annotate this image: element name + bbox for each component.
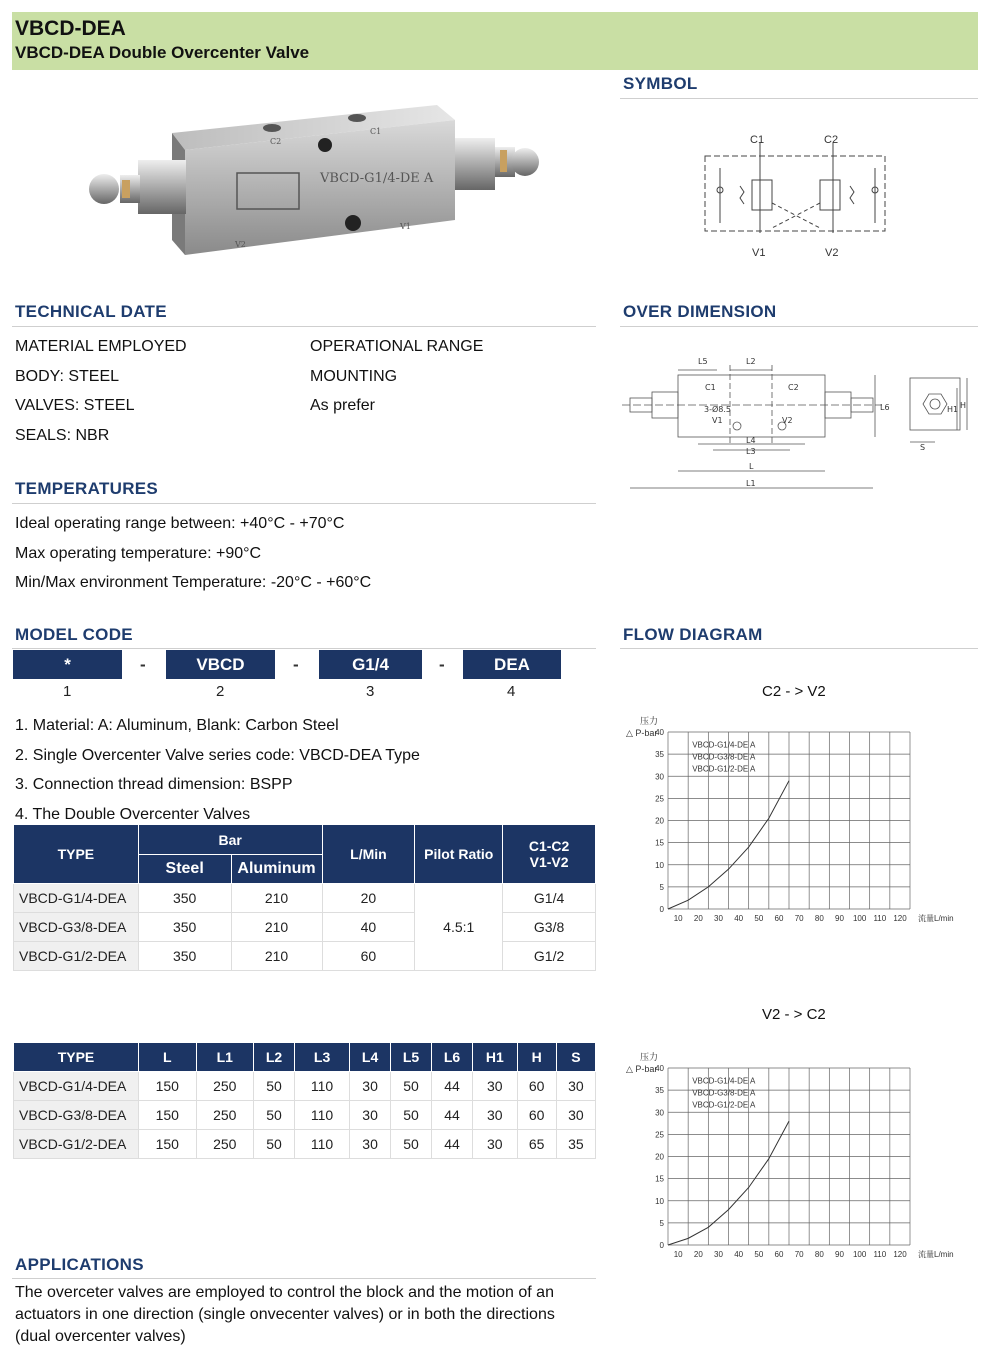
th-c1c2: C1-C2 — [528, 838, 570, 854]
dim-l4: L4 — [746, 436, 756, 445]
symbol-heading: SYMBOL — [623, 74, 698, 93]
dim-cell: 150 — [139, 1130, 197, 1159]
y-tick-label: 0 — [659, 905, 664, 914]
y-label-cn: 压力 — [640, 1052, 659, 1062]
legend-entry: VBCD-G1/2-DE A — [692, 1100, 756, 1110]
legend-entry: VBCD-G1/4-DE A — [692, 1076, 756, 1086]
model-code-notes — [15, 711, 420, 829]
cell-steel: 350 — [138, 913, 231, 942]
x-tick-label: 80 — [814, 1250, 824, 1259]
app-line: The overceter valves are employed to control the block and the motion of an — [15, 1284, 554, 1301]
th-type: TYPE — [14, 825, 139, 884]
divider — [12, 503, 596, 504]
cell-type: VBCD-G3/8-DEA — [14, 913, 139, 942]
dim-v2: V2 — [782, 416, 793, 425]
photo-port-v2: V2 — [235, 240, 246, 249]
tech-item: MOUNTING — [310, 367, 398, 385]
product-photo — [60, 100, 560, 270]
model-code-num-2: 2 — [216, 683, 225, 700]
dim-th: L3 — [295, 1043, 350, 1072]
symbol-v2: V2 — [825, 247, 839, 259]
dim-cell: 30 — [350, 1072, 391, 1101]
y-tick-label: 10 — [655, 860, 664, 870]
table-row — [14, 884, 596, 913]
hydraulic-symbol — [700, 128, 900, 268]
divider — [620, 326, 978, 327]
dim-s: S — [920, 443, 926, 452]
symbol-c2: C2 — [824, 134, 839, 146]
x-tick-label: 60 — [774, 1250, 784, 1259]
dim-cell: 30 — [556, 1101, 595, 1130]
dim-cell: 50 — [254, 1130, 295, 1159]
model-code-heading: MODEL CODE — [15, 625, 133, 644]
cell-type: VBCD-G1/2-DEA — [14, 942, 139, 971]
dim-cell: 30 — [350, 1101, 391, 1130]
table-row — [14, 913, 596, 942]
dim-cell: 30 — [472, 1130, 517, 1159]
temperatures-heading: TEMPERATURES — [15, 479, 159, 498]
dim-h1: H1 — [947, 405, 959, 414]
y-tick-label: 40 — [655, 728, 664, 737]
dim-th: H1 — [472, 1043, 517, 1072]
cell-steel: 350 — [138, 884, 231, 913]
dim-th: H — [517, 1043, 556, 1072]
model-code-dash: - — [140, 655, 146, 674]
temperature-list — [15, 509, 371, 598]
dim-l: L — [749, 462, 754, 471]
model-code-dash: - — [293, 655, 299, 674]
x-tick-label: 100 — [852, 1250, 867, 1259]
x-tick-label: 90 — [835, 1250, 844, 1259]
legend-entry: VBCD-G3/8-DE A — [692, 752, 756, 762]
page-subtitle: VBCD-DEA Double Overcenter Valve — [15, 43, 310, 62]
x-tick-label: 120 — [893, 914, 907, 923]
applications-text — [15, 1282, 555, 1348]
divider — [620, 648, 978, 649]
dim-cell: 250 — [196, 1130, 254, 1159]
over-dimension-heading: OVER DIMENSION — [623, 302, 777, 321]
y-tick-label: 35 — [655, 750, 664, 760]
cell-aluminum: 210 — [231, 942, 322, 971]
photo-port-v1: V1 — [400, 222, 411, 231]
technical-right-list — [310, 332, 483, 421]
tech-item: VALVES: STEEL — [15, 397, 135, 414]
cell-lmin: 60 — [322, 942, 415, 971]
title-banner — [12, 12, 978, 70]
dim-cell: 50 — [254, 1101, 295, 1130]
dim-cell: 60 — [517, 1101, 556, 1130]
dimension-table-header — [14, 1043, 596, 1072]
dim-cell: 250 — [196, 1101, 254, 1130]
divider — [12, 326, 596, 327]
tech-item: BODY: STEEL — [15, 367, 120, 385]
page-title: VBCD-DEA — [15, 17, 126, 40]
th-v1v2: V1-V2 — [529, 854, 569, 870]
divider — [12, 648, 596, 649]
dim-cell: 44 — [432, 1072, 473, 1101]
dim-th: S — [556, 1043, 595, 1072]
dim-l5: L5 — [698, 357, 708, 366]
y-tick-label: 5 — [659, 1218, 664, 1228]
model-code-box-1: * — [13, 650, 122, 679]
table-row — [14, 1130, 596, 1159]
cell-aluminum: 210 — [231, 884, 322, 913]
x-tick-label: 20 — [693, 914, 703, 923]
dim-cell: 65 — [517, 1130, 556, 1159]
model-note: 3. Connection thread dimension: BSPP — [15, 776, 293, 793]
cell-aluminum: 210 — [231, 913, 322, 942]
y-tick-label: 5 — [659, 882, 664, 892]
dimension-table — [13, 1042, 596, 1159]
x-tick-label: 30 — [714, 914, 723, 923]
th-lmin: L/Min — [322, 825, 415, 884]
dim-cell: 50 — [254, 1072, 295, 1101]
flow-chart-c2-v2 — [620, 712, 980, 928]
dim-c2: C2 — [788, 383, 799, 392]
flow-chart-v2-c2 — [620, 1048, 980, 1264]
cell-steel: 350 — [138, 942, 231, 971]
x-axis-label: 流量L/min — [918, 914, 954, 923]
dim-cell: 50 — [391, 1072, 432, 1101]
dim-cell: 44 — [432, 1101, 473, 1130]
dim-cell: 110 — [295, 1072, 350, 1101]
y-tick-label: 15 — [655, 838, 664, 848]
model-code-num-4: 4 — [507, 683, 516, 700]
technical-heading: TECHNICAL DATE — [15, 302, 167, 321]
cell-lmin: 20 — [322, 884, 415, 913]
x-tick-label: 80 — [814, 914, 824, 923]
table-row — [14, 1101, 596, 1130]
legend-entry: VBCD-G3/8-DE A — [692, 1088, 756, 1098]
dim-l2: L2 — [746, 357, 756, 366]
x-tick-label: 90 — [835, 914, 844, 923]
cell-pilot-ratio: 4.5:1 — [415, 884, 503, 971]
x-tick-label: 10 — [673, 914, 683, 923]
y-label: △ P-bar — [626, 1064, 658, 1074]
photo-port-c1: C1 — [370, 127, 382, 136]
dim-cell: 30 — [350, 1130, 391, 1159]
dim-cell: VBCD-G1/2-DEA — [14, 1130, 139, 1159]
divider — [620, 98, 978, 99]
x-tick-label: 100 — [852, 914, 867, 923]
dim-cell: 30 — [472, 1072, 517, 1101]
pressure-flow-table — [13, 824, 596, 971]
technical-left-list — [15, 332, 187, 450]
dim-cell: 35 — [556, 1130, 595, 1159]
cell-port: G1/2 — [503, 942, 596, 971]
dim-th: TYPE — [14, 1043, 139, 1072]
x-tick-label: 60 — [774, 914, 784, 923]
y-tick-label: 20 — [655, 1152, 664, 1162]
y-tick-label: 25 — [655, 794, 664, 804]
tech-item: OPERATIONAL RANGE — [310, 338, 484, 355]
x-tick-label: 110 — [873, 914, 887, 923]
tech-item: SEALS: NBR — [15, 426, 110, 444]
dim-th: L2 — [254, 1043, 295, 1072]
x-tick-label: 20 — [693, 1250, 703, 1259]
model-code-dash: - — [439, 655, 445, 674]
applications-heading: APPLICATIONS — [15, 1255, 144, 1274]
dim-cell: VBCD-G1/4-DEA — [14, 1072, 139, 1101]
dim-c1: C1 — [705, 383, 716, 392]
y-label-cn: 压力 — [640, 716, 659, 726]
x-tick-label: 50 — [754, 1250, 764, 1259]
table-row — [14, 942, 596, 971]
dim-cell: 110 — [295, 1101, 350, 1130]
y-tick-label: 20 — [655, 816, 664, 826]
x-tick-label: 70 — [794, 1250, 804, 1259]
model-note: 1. Material: A: Aluminum, Blank: Carbon Steel — [15, 717, 339, 734]
y-tick-label: 25 — [655, 1130, 664, 1140]
dim-th: L — [139, 1043, 197, 1072]
th-pilot: Pilot Ratio — [415, 825, 503, 884]
y-label: △ P-bar — [626, 728, 658, 738]
divider — [12, 1278, 596, 1279]
app-line: actuators in one direction (single onvecenter valves) or in both the directions — [15, 1306, 555, 1323]
cell-port: G1/4 — [503, 884, 596, 913]
dim-cell: 44 — [432, 1130, 473, 1159]
th-aluminum: Aluminum — [231, 855, 322, 884]
model-code-box-2: VBCD — [166, 650, 275, 679]
x-tick-label: 110 — [873, 1250, 887, 1259]
temp-line: Ideal operating range between: +40°C - +70°C — [15, 515, 345, 532]
legend-entry: VBCD-G1/2-DE A — [692, 764, 756, 774]
y-tick-label: 30 — [655, 1108, 664, 1118]
model-note: 2. Single Overcenter Valve series code: VBCD-DEA Type — [15, 746, 420, 764]
th-bar: Bar — [138, 825, 322, 855]
flow-diagram-heading: FLOW DIAGRAM — [623, 625, 763, 644]
temp-line: Max operating temperature: +90°C — [15, 544, 262, 562]
dim-cell: 150 — [139, 1072, 197, 1101]
y-tick-label: 10 — [655, 1196, 664, 1206]
dim-cell: 50 — [391, 1101, 432, 1130]
symbol-c1: C1 — [750, 134, 765, 146]
x-tick-label: 10 — [673, 1250, 683, 1259]
x-axis-label: 流量L/min — [918, 1250, 954, 1259]
dim-th: L6 — [432, 1043, 473, 1072]
product-model-marking: VBCD-G1/4-DE A — [320, 171, 434, 186]
dim-cell: 60 — [517, 1072, 556, 1101]
dim-l1: L1 — [746, 479, 756, 488]
tech-item: MATERIAL EMPLOYED — [15, 338, 187, 355]
symbol-v1: V1 — [752, 247, 766, 259]
dim-cell: 30 — [472, 1101, 517, 1130]
cell-type: VBCD-G1/4-DEA — [14, 884, 139, 913]
cell-lmin: 40 — [322, 913, 415, 942]
photo-port-c2: C2 — [270, 137, 282, 146]
model-code-box-4: DEA — [463, 650, 561, 679]
y-tick-label: 15 — [655, 1174, 664, 1184]
temp-line: Min/Max environment Temperature: -20°C - +60°C — [15, 574, 372, 591]
x-tick-label: 50 — [754, 914, 764, 923]
th-ports — [503, 825, 596, 884]
model-code-num-3: 3 — [366, 683, 375, 700]
y-tick-label: 0 — [659, 1241, 664, 1250]
chart-1-title: C2 - > V2 — [762, 683, 826, 700]
dim-l3: L3 — [746, 447, 756, 456]
dim-cell: 30 — [556, 1072, 595, 1101]
th-steel: Steel — [138, 855, 231, 884]
x-tick-label: 40 — [734, 1250, 744, 1259]
cell-port: G3/8 — [503, 913, 596, 942]
x-tick-label: 30 — [714, 1250, 723, 1259]
dim-cell: VBCD-G3/8-DEA — [14, 1101, 139, 1130]
y-tick-label: 30 — [655, 772, 664, 782]
dimension-drawing — [622, 350, 978, 496]
dim-h: H — [960, 401, 967, 410]
dim-hole: 3-Ø8.5 — [704, 405, 731, 414]
dim-cell: 110 — [295, 1130, 350, 1159]
x-tick-label: 120 — [893, 1250, 907, 1259]
tech-item: As prefer — [310, 397, 375, 414]
x-tick-label: 70 — [794, 914, 804, 923]
model-code-box-3: G1/4 — [319, 650, 422, 679]
dim-cell: 50 — [391, 1130, 432, 1159]
dim-cell: 150 — [139, 1101, 197, 1130]
dim-th: L5 — [391, 1043, 432, 1072]
model-note: 4. The Double Overcenter Valves — [15, 805, 251, 823]
dim-th: L4 — [350, 1043, 391, 1072]
x-tick-label: 40 — [734, 914, 744, 923]
app-line: (dual overcenter valves) — [15, 1328, 186, 1345]
y-tick-label: 40 — [655, 1064, 664, 1073]
legend-entry: VBCD-G1/4-DE A — [692, 740, 756, 750]
dim-v1: V1 — [712, 416, 723, 425]
chart-2-title: V2 - > C2 — [762, 1006, 826, 1023]
table-row — [14, 1072, 596, 1101]
model-code-num-1: 1 — [63, 683, 72, 700]
dim-th: L1 — [196, 1043, 254, 1072]
dim-cell: 250 — [196, 1072, 254, 1101]
y-tick-label: 35 — [655, 1086, 664, 1096]
dim-l6: L6 — [880, 403, 890, 412]
